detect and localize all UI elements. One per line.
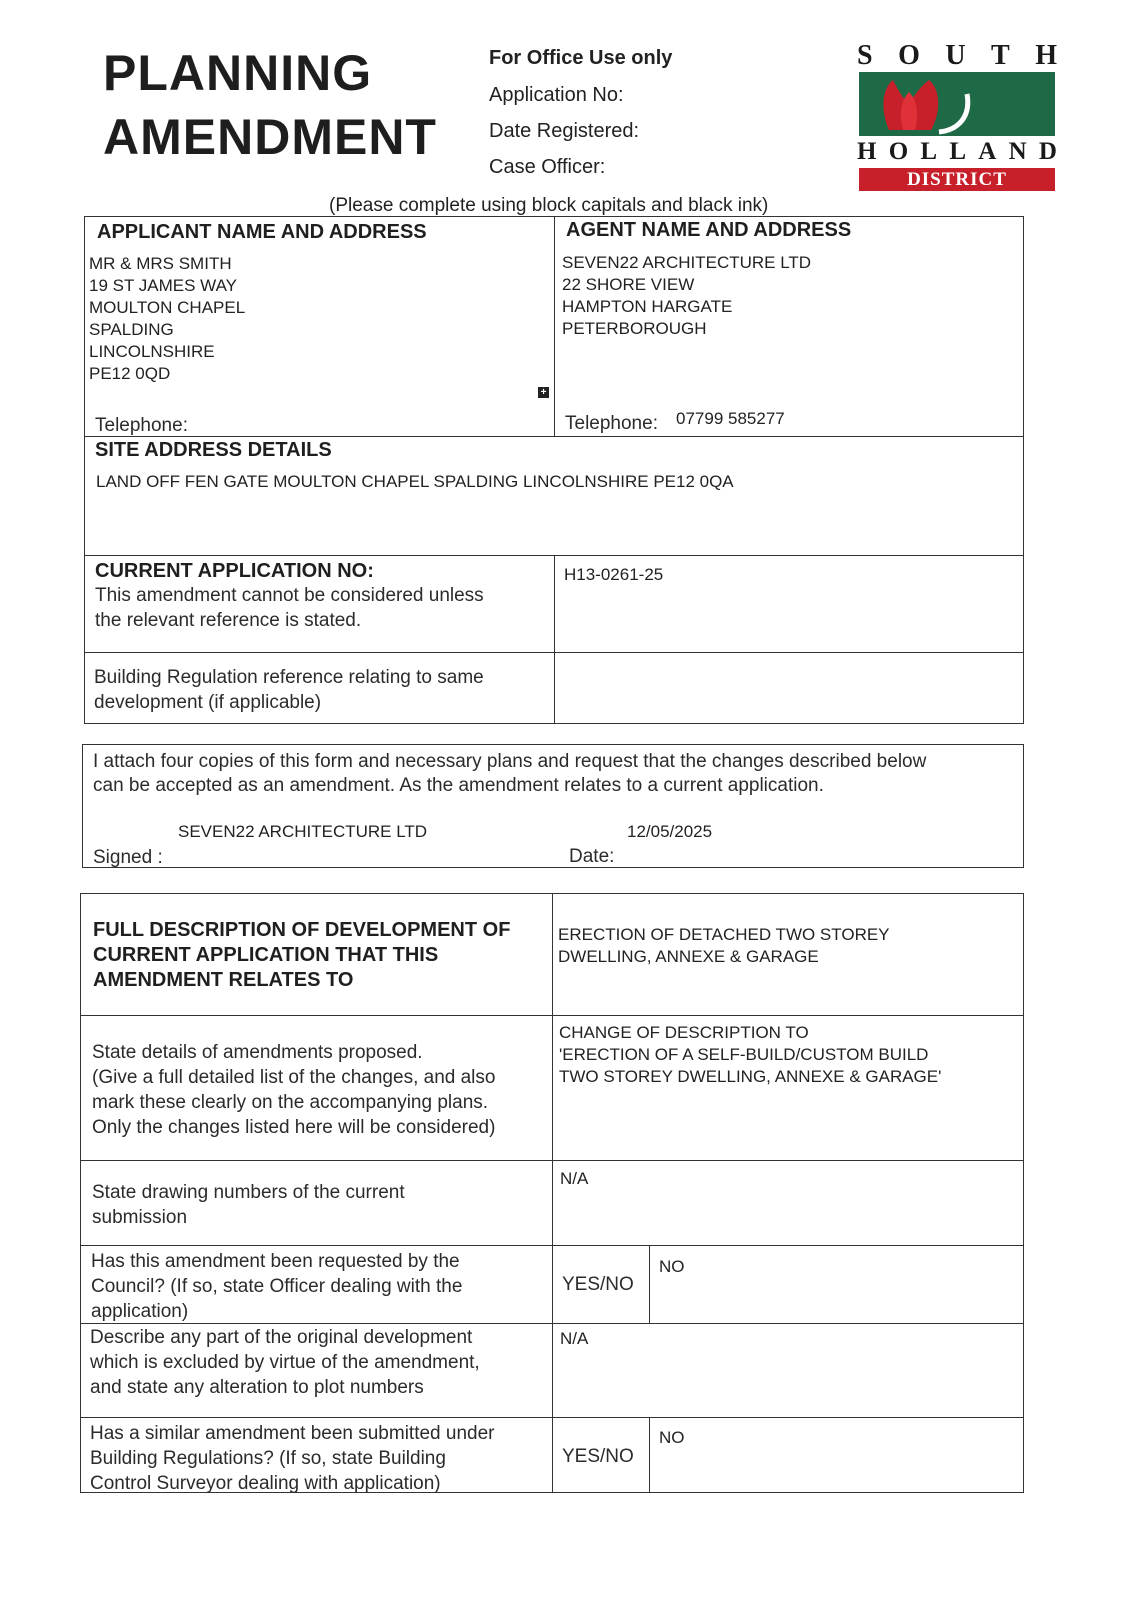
divider [80, 1160, 1024, 1161]
instruction-note: (Please complete using block capitals and black ink) [329, 195, 769, 216]
requested-value[interactable]: NO [659, 1257, 685, 1276]
divider [554, 555, 555, 724]
building-regs-value[interactable]: NO [659, 1428, 685, 1447]
logo-letter: O [888, 138, 909, 165]
building-regs-yesno: YES/NO [562, 1446, 634, 1467]
signed-label: Signed : [93, 847, 163, 868]
logo-letter: S [857, 40, 873, 71]
drawing-numbers-value[interactable]: N/A [560, 1169, 589, 1188]
signed-value[interactable]: SEVEN22 ARCHITECTURE LTD [178, 822, 428, 841]
current-application-heading: CURRENT APPLICATION NO: [95, 560, 374, 582]
divider [84, 436, 1024, 437]
excluded-value[interactable]: N/A [560, 1329, 589, 1348]
date-label: Date: [569, 846, 615, 867]
tulip-emblem [859, 72, 1055, 136]
site-heading: SITE ADDRESS DETAILS [95, 439, 332, 461]
tulip-icon [859, 72, 1055, 136]
agent-address[interactable]: SEVEN22 ARCHITECTURE LTD 22 SHORE VIEW HAMPTON HARGATE PETERBOROUGH [562, 253, 812, 338]
agent-telephone-label: Telephone: [565, 413, 658, 434]
logo-top-word [857, 40, 1057, 70]
case-officer-label: Case Officer: [489, 156, 606, 178]
applicant-address[interactable]: MR & MRS SMITH 19 ST JAMES WAY MOULTON CHAPEL SPALDING LINCOLNSHIRE PE12 0QD [89, 254, 246, 383]
form-title-line2: AMENDMENT [103, 109, 437, 165]
declaration-text-line1: I attach four copies of this form and necessary plans and request that the changes described below [93, 751, 927, 772]
amendments-label: State details of amendments proposed. (Give a full detailed list of the changes, and also mark these clearly on the accompanying plans. Only the changes listed here will be considered) [92, 1042, 496, 1138]
logo-letter: L [949, 138, 967, 165]
date-registered-label: Date Registered: [489, 120, 640, 142]
divider [554, 216, 555, 436]
current-application-value[interactable]: H13-0261-25 [564, 565, 664, 584]
agent-telephone-value[interactable]: 07799 585277 [676, 409, 785, 428]
requested-label: Has this amendment been requested by the Council? (If so, state Officer dealing with the application) [91, 1251, 463, 1322]
divider [649, 1417, 650, 1493]
applicant-telephone-label: Telephone: [95, 415, 188, 436]
divider [80, 1015, 1024, 1016]
logo-letter: A [978, 138, 997, 165]
divider [80, 1417, 1024, 1418]
logo-band: DISTRICT COUNCIL [859, 168, 1055, 191]
logo-letter: N [1008, 138, 1027, 165]
full-description-value[interactable]: ERECTION OF DETACHED TWO STOREY DWELLING, ANNEXE & GARAGE [558, 925, 890, 966]
full-description-label: FULL DESCRIPTION OF DEVELOPMENT OF CURRENT APPLICATION THAT THIS AMENDMENT RELATES TO [93, 919, 511, 991]
council-logo [857, 40, 1057, 213]
logo-letter: D [1038, 138, 1057, 165]
office-use-heading: For Office Use only [489, 47, 673, 69]
divider [649, 1245, 650, 1323]
divider [80, 1245, 1024, 1246]
drawing-numbers-label: State drawing numbers of the current submission [92, 1182, 405, 1228]
logo-letter: H [857, 138, 877, 165]
divider [552, 893, 553, 1493]
logo-letter: H [1035, 40, 1057, 71]
building-regs-label: Has a similar amendment been submitted under Building Regulations? (If so, state Building Control Surveyor dealing with application) [90, 1423, 495, 1494]
agent-heading: AGENT NAME AND ADDRESS [566, 219, 852, 241]
excluded-label: Describe any part of the original development which is excluded by virtue of the amendment, and state any alteration to plot numbers [90, 1327, 480, 1398]
requested-yesno: YES/NO [562, 1274, 634, 1295]
date-value[interactable]: 12/05/2025 [627, 822, 713, 841]
building-regulation-label: Building Regulation reference relating to same development (if applicable) [94, 667, 484, 713]
declaration-text-line2: can be accepted as an amendment. As the amendment relates to a current application. [93, 775, 824, 796]
applicant-heading: APPLICANT NAME AND ADDRESS [97, 221, 427, 243]
expand-icon[interactable]: + [538, 387, 549, 398]
logo-letter: L [920, 138, 938, 165]
application-no-label: Application No: [489, 84, 624, 106]
site-address[interactable]: LAND OFF FEN GATE MOULTON CHAPEL SPALDING LINCOLNSHIRE PE12 0QA [96, 472, 734, 491]
logo-bottom-word [857, 138, 1057, 166]
logo-letter: O [898, 40, 920, 71]
logo-letter: T [991, 40, 1010, 71]
divider [84, 652, 1024, 653]
amendments-value[interactable]: CHANGE OF DESCRIPTION TO 'ERECTION OF A SELF-BUILD/CUSTOM BUILD TWO STOREY DWELLING, ANNEXE & GARAGE' [559, 1023, 942, 1086]
current-application-note: This amendment cannot be considered unless the relevant reference is stated. [95, 585, 484, 631]
form-title-line1: PLANNING [103, 45, 373, 101]
logo-letter: U [945, 40, 966, 71]
